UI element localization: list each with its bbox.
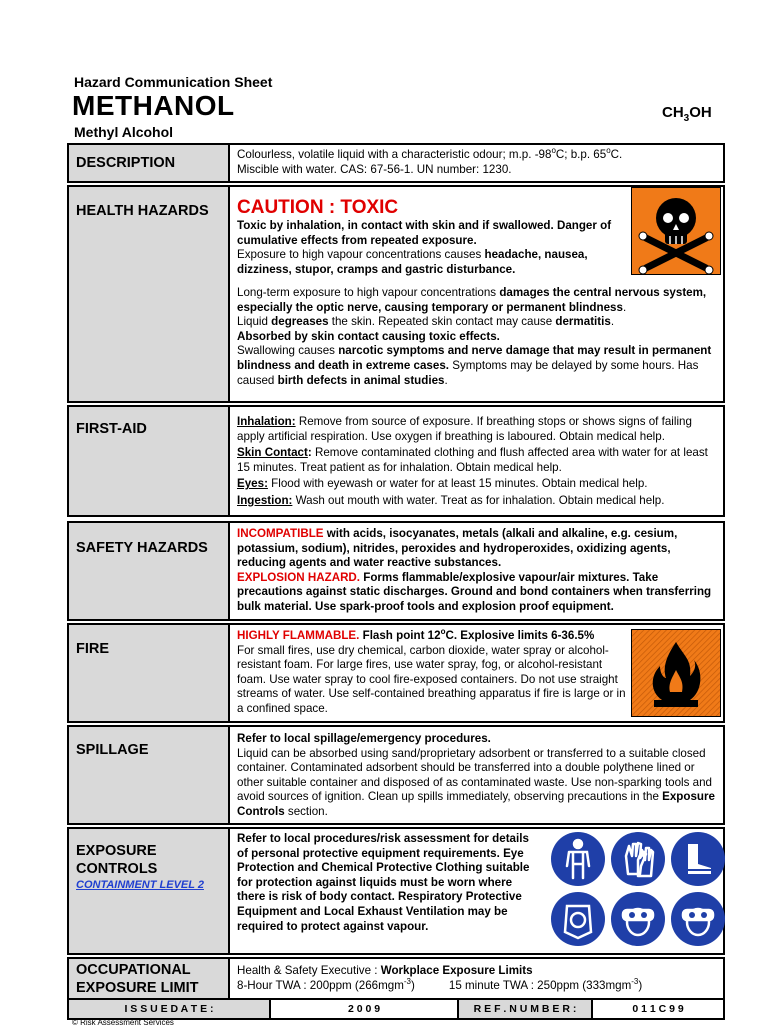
fire-label: FIRE xyxy=(76,641,110,657)
safety-hazards-text: INCOMPATIBLE with acids, isocyanates, metals (alkali and alkaline, e.g. cesium, potassium, sodium), nitrides, peroxides and hydroperoxides, oxidizing agents, reducing agents and water reactive substances. EXPLOSION HAZARD. Forms flammable/explosive vapour/air mixtures. Take precautions against static discharges. Ground and bond containers when transferring bulk material. Use spark-proof tools and explosion proof equipment. xyxy=(237,527,712,613)
exposure-limit-section xyxy=(67,957,725,1001)
first-aid-label: FIRST-AID xyxy=(76,421,147,437)
health-hazards-text-2: Long-term exposure to high vapour concentrations damages the central nervous system, especially the optic nerve, causing temporary or permanent blindness. Liquid degreases the skin. Repeated skin contact may cause dermatitis. Absorbed by skin contact causing toxic effects. Swallowing causes narcotic symptoms and nerve damage that may result in permanent blindness and death in extreme cases. Symptoms may be delayed by some hours. Has caused birth defects in animal studies. xyxy=(237,286,712,387)
skull-crossbones-icon xyxy=(631,187,721,275)
face-shield-icon xyxy=(551,892,605,946)
goggles-icon xyxy=(611,892,665,946)
safety-hazards-label: SAFETY HAZARDS xyxy=(76,540,208,556)
description-section xyxy=(67,143,725,183)
page-subtitle: Methyl Alcohol xyxy=(74,124,174,140)
issue-date-value: 2 0 0 9 xyxy=(271,1000,459,1018)
description-label: DESCRIPTION xyxy=(76,155,176,171)
section-label-cell xyxy=(69,829,230,953)
page-title: METHANOL xyxy=(72,90,235,121)
boots-icon xyxy=(671,832,725,886)
issue-bar xyxy=(67,998,725,1020)
copyright: © Risk Assessment Services xyxy=(72,1018,174,1027)
first-aid-text: Inhalation: Remove from source of exposure. If breathing stops or shows signs of failing apply artificial respiration. Use oxygen if breathing is laboured. Obtain medical help. Skin Contact: Remove contaminated clothing and flush affected area with water for at least 15 minutes. Treat patient as for inhalation. Obtain medical help. Eyes: Flood with eyewash or water for at least 15 minutes. Obtain medical help. Ingestion: Wash out mouth with water. Treat as for inhalation. Obtain medical help. xyxy=(237,415,708,507)
chemical-formula: $CH_3OH$ xyxy=(662,104,712,124)
goggles-icon xyxy=(671,892,725,946)
spillage-section xyxy=(67,725,725,825)
spillage-text: Refer to local spillage/emergency procedures. Liquid can be absorbed using sand/proprietary adsorbent or transferred to a suitable closed container. Contaminated adsorbent should be transferred into a double polythene lined or other suitable container and disposed of as contaminated waste. Use non-sparking tools and avoid sources of ignition. Clean up spills immediately, observing precautions in the Exposure Controls section. xyxy=(237,732,715,818)
exposure-label-2: CONTROLS xyxy=(76,861,158,877)
health-hazards-text: CAUTION : TOXIC Toxic by inhalation, in contact with skin and if swallowed. Danger of cumulative effects from repeated exposure. Exposure to high vapour concentrations causes headache, nausea, dizziness, stupor, cramps and gastric disturbance. xyxy=(237,197,629,277)
section-label-cell xyxy=(69,523,230,619)
oel-label-2: EXPOSURE LIMIT xyxy=(76,980,199,996)
caution-heading: CAUTION : TOXIC xyxy=(237,197,399,218)
section-label-cell xyxy=(69,187,230,401)
section-label-cell xyxy=(69,959,230,999)
flame-icon xyxy=(631,629,721,717)
protective-clothing-icon xyxy=(551,832,605,886)
section-label-cell xyxy=(69,145,230,181)
fire-section xyxy=(67,623,725,723)
oel-label-1: OCCUPATIONAL xyxy=(76,962,191,978)
health-hazards-section xyxy=(67,185,725,403)
exposure-controls-text: Refer to local procedures/risk assessment for details of personal protective equipment requirements. Eye Protection and Chemical Protective Clothing suitable for protection against liquids must be worn where there is risk of body contact. Respiratory Protective Equipment and Local Exhaust Ventilation may be required to protect against vapour. xyxy=(237,832,530,933)
exposure-limit-text: Health & Safety Executive : Workplace Exposure Limits 8-Hour TWA : 200ppm (266mgm$^{-3}$) 15 minute TWA : 250ppm (333mgm$^{-3}$) xyxy=(237,964,643,992)
section-label-cell xyxy=(69,625,230,721)
ref-number-value: 0 1 1 C 9 9 xyxy=(632,1003,684,1015)
description-text: Colourless, volatile liquid with a characteristic odour; m.p. -98$^o$C; b.p. 65$^o$C. Miscible with water. CAS: 67-56-1. UN number: 1230. xyxy=(237,146,623,176)
exposure-label-1: EXPOSURE xyxy=(76,843,157,859)
health-hazards-label: HEALTH HAZARDS xyxy=(76,203,209,219)
section-label-cell xyxy=(69,407,230,515)
first-aid-section xyxy=(67,405,725,517)
ref-number-label: R E F . N U M B E R : xyxy=(459,1000,593,1018)
exposure-controls-section xyxy=(67,827,725,955)
issue-date-label: I S S U E D A T E : xyxy=(69,1000,271,1018)
gloves-icon xyxy=(611,832,665,886)
doc-type: Hazard Communication Sheet xyxy=(74,74,273,90)
fire-text: HIGHLY FLAMMABLE. Flash point 12$^o$C. Explosive limits 6-36.5% For small fires, use dry chemical, carbon dioxide, water spray or alcohol-resistant foam. For large fires, use water spray, fog, or alcohol-resistant foam. Use water spray to cool fire-exposed containers. Do not use straight streams of water. Use self-contained breathing apparatus if fire is large or in a confined space. xyxy=(237,627,626,715)
section-label-cell xyxy=(69,727,230,823)
containment-level-link[interactable]: CONTAINMENT LEVEL 2 xyxy=(76,879,204,891)
safety-hazards-section xyxy=(67,521,725,621)
spillage-label: SPILLAGE xyxy=(76,742,149,758)
